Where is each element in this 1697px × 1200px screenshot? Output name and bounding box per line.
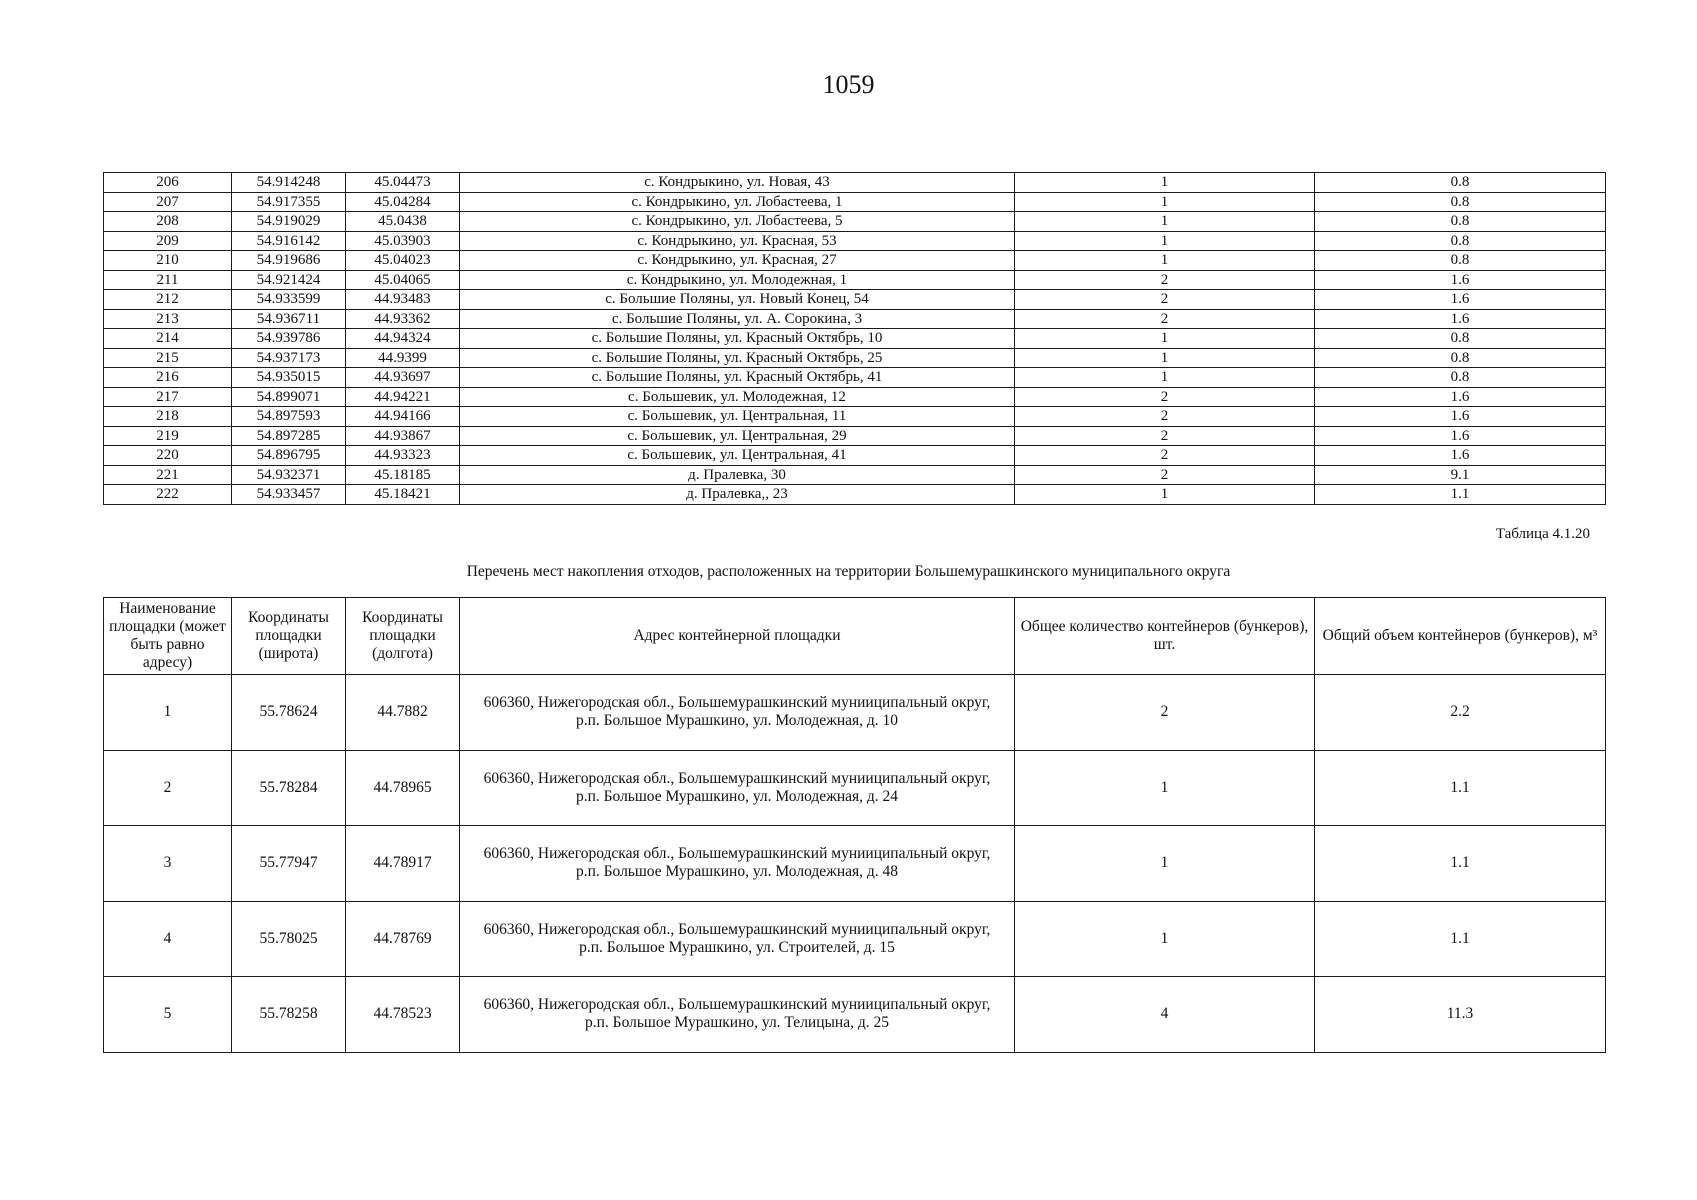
cell-latitude: 54.933599 <box>232 290 346 310</box>
address-line-2: р.п. Большое Мурашкино, ул. Строителей, д. 15 <box>579 938 895 956</box>
header-address: Адрес контейнерной площадки <box>460 598 1015 675</box>
cell-longitude: 44.94324 <box>346 329 460 349</box>
cell-site-number: 211 <box>104 270 232 290</box>
table-row <box>104 368 1606 388</box>
cell-container-volume: 1.6 <box>1315 426 1606 446</box>
cell-longitude: 44.7882 <box>346 675 460 751</box>
cell-latitude: 54.914248 <box>232 173 346 193</box>
cell-container-volume: 1.1 <box>1315 826 1606 902</box>
cell-container-count: 2 <box>1015 407 1315 427</box>
address-line-2: р.п. Большое Мурашкино, ул. Молодежная, д. 24 <box>575 787 899 805</box>
cell-latitude: 54.897285 <box>232 426 346 446</box>
cell-latitude: 54.919686 <box>232 251 346 271</box>
cell-latitude: 54.916142 <box>232 231 346 251</box>
cell-longitude: 44.93323 <box>346 446 460 466</box>
cell-container-volume: 9.1 <box>1315 465 1606 485</box>
cell-address: с. Кондрыкино, ул. Красная, 53 <box>460 231 1015 251</box>
cell-container-count: 2 <box>1015 465 1315 485</box>
cell-address: с. Кондрыкино, ул. Лобастеева, 5 <box>460 212 1015 232</box>
cell-container-volume: 1.6 <box>1315 407 1606 427</box>
table-label: Таблица 4.1.20 <box>1495 526 1590 542</box>
header-site-name: Наименование площадки (может быть равно адресу) <box>104 598 232 675</box>
cell-container-count: 1 <box>1015 348 1315 368</box>
cell-container-volume: 0.8 <box>1315 368 1606 388</box>
table-row <box>104 290 1606 310</box>
address-line-2: р.п. Большое Мурашкино, ул. Телицына, д. 25 <box>585 1014 889 1032</box>
cell-latitude: 55.78025 <box>232 901 346 977</box>
cell-address <box>460 826 1015 902</box>
table-header-row <box>104 598 1606 675</box>
cell-container-count: 2 <box>1015 426 1315 446</box>
cell-address: с. Большевик, ул. Молодежная, 12 <box>460 387 1015 407</box>
cell-address: с. Большевик, ул. Центральная, 11 <box>460 407 1015 427</box>
cell-site-number: 5 <box>104 977 232 1053</box>
cell-address: с. Большевик, ул. Центральная, 41 <box>460 446 1015 466</box>
cell-container-count: 2 <box>1015 387 1315 407</box>
cell-site-number: 2 <box>104 750 232 826</box>
cell-site-number: 222 <box>104 485 232 505</box>
table-row <box>104 309 1606 329</box>
table-row <box>104 270 1606 290</box>
cell-latitude: 54.935015 <box>232 368 346 388</box>
cell-site-number: 219 <box>104 426 232 446</box>
cell-address <box>460 750 1015 826</box>
cell-site-number: 218 <box>104 407 232 427</box>
cell-container-volume: 0.8 <box>1315 231 1606 251</box>
cell-latitude: 55.78284 <box>232 750 346 826</box>
cell-site-number: 220 <box>104 446 232 466</box>
table-caption: Перечень мест накопления отходов, расположенных на территории Большемурашкинского муниципального округа <box>466 563 1231 580</box>
cell-container-count: 1 <box>1015 485 1315 505</box>
cell-site-number: 1 <box>104 675 232 751</box>
table-row <box>104 485 1606 505</box>
table-row <box>104 750 1606 826</box>
cell-site-number: 206 <box>104 173 232 193</box>
cell-longitude: 44.78769 <box>346 901 460 977</box>
cell-site-number: 209 <box>104 231 232 251</box>
cell-container-count: 1 <box>1015 212 1315 232</box>
cell-address: с. Большие Поляны, ул. А. Сорокина, 3 <box>460 309 1015 329</box>
cell-longitude: 45.04473 <box>346 173 460 193</box>
cell-longitude: 45.03903 <box>346 231 460 251</box>
cell-container-count: 1 <box>1015 901 1315 977</box>
cell-latitude: 54.917355 <box>232 192 346 212</box>
cell-latitude: 54.919029 <box>232 212 346 232</box>
table-row <box>104 387 1606 407</box>
cell-container-count: 1 <box>1015 826 1315 902</box>
cell-container-count: 4 <box>1015 977 1315 1053</box>
cell-address <box>460 675 1015 751</box>
cell-longitude: 45.04023 <box>346 251 460 271</box>
table-row <box>104 426 1606 446</box>
cell-container-volume: 0.8 <box>1315 251 1606 271</box>
cell-address: с. Большие Поляны, ул. Красный Октябрь, 41 <box>460 368 1015 388</box>
waste-sites-table <box>103 597 1606 1053</box>
address-line-1: 606360, Нижегородская обл., Большемурашкинский мунииципальный округ, <box>483 769 991 787</box>
cell-container-volume: 1.1 <box>1315 750 1606 826</box>
cell-latitude: 54.932371 <box>232 465 346 485</box>
cell-latitude: 54.939786 <box>232 329 346 349</box>
cell-address: д. Пралевка, 30 <box>460 465 1015 485</box>
table-continuation <box>103 172 1606 505</box>
cell-container-count: 1 <box>1015 231 1315 251</box>
address-line-1: 606360, Нижегородская обл., Большемурашкинский мунииципальный округ, <box>483 694 991 712</box>
cell-longitude: 45.18185 <box>346 465 460 485</box>
cell-latitude: 55.78258 <box>232 977 346 1053</box>
address-line-1: 606360, Нижегородская обл., Большемурашкинский мунииципальный округ, <box>483 920 991 938</box>
table-row <box>104 901 1606 977</box>
cell-address <box>460 977 1015 1053</box>
address-line-2: р.п. Большое Мурашкино, ул. Молодежная, д. 48 <box>575 863 899 881</box>
cell-container-volume: 0.8 <box>1315 348 1606 368</box>
header-latitude: Координаты площадки (широта) <box>232 598 346 675</box>
table-row <box>104 675 1606 751</box>
cell-longitude: 44.93697 <box>346 368 460 388</box>
table-row <box>104 446 1606 466</box>
cell-latitude: 54.937173 <box>232 348 346 368</box>
table-row <box>104 348 1606 368</box>
table-row <box>104 212 1606 232</box>
cell-longitude: 44.78965 <box>346 750 460 826</box>
cell-address <box>460 901 1015 977</box>
table-row <box>104 407 1606 427</box>
cell-latitude: 54.936711 <box>232 309 346 329</box>
cell-latitude: 54.896795 <box>232 446 346 466</box>
table-row <box>104 231 1606 251</box>
cell-site-number: 3 <box>104 826 232 902</box>
cell-address: с. Большие Поляны, ул. Красный Октябрь, 25 <box>460 348 1015 368</box>
page-number: 1059 <box>822 70 875 99</box>
cell-container-volume: 1.1 <box>1315 485 1606 505</box>
cell-longitude: 45.18421 <box>346 485 460 505</box>
table-row <box>104 465 1606 485</box>
cell-container-volume: 1.6 <box>1315 387 1606 407</box>
cell-container-volume: 0.8 <box>1315 173 1606 193</box>
cell-container-count: 1 <box>1015 192 1315 212</box>
table-row <box>104 826 1606 902</box>
cell-container-count: 1 <box>1015 251 1315 271</box>
cell-longitude: 44.94221 <box>346 387 460 407</box>
cell-site-number: 212 <box>104 290 232 310</box>
waste-sites-body <box>104 675 1606 1053</box>
address-line-2: р.п. Большое Мурашкино, ул. Молодежная, д. 10 <box>575 712 899 730</box>
cell-longitude: 44.93362 <box>346 309 460 329</box>
cell-address: д. Пралевка,, 23 <box>460 485 1015 505</box>
cell-site-number: 217 <box>104 387 232 407</box>
cell-latitude: 54.899071 <box>232 387 346 407</box>
cell-container-count: 1 <box>1015 368 1315 388</box>
cell-latitude: 54.921424 <box>232 270 346 290</box>
header-longitude: Координаты площадки (долгота) <box>346 598 460 675</box>
cell-address: с. Большие Поляны, ул. Новый Конец, 54 <box>460 290 1015 310</box>
cell-address: с. Кондрыкино, ул. Лобастеева, 1 <box>460 192 1015 212</box>
cell-longitude: 45.0438 <box>346 212 460 232</box>
cell-container-count: 2 <box>1015 290 1315 310</box>
cell-longitude: 45.04284 <box>346 192 460 212</box>
cell-address: с. Кондрыкино, ул. Красная, 27 <box>460 251 1015 271</box>
cell-container-volume: 0.8 <box>1315 329 1606 349</box>
cell-longitude: 45.04065 <box>346 270 460 290</box>
cell-site-number: 208 <box>104 212 232 232</box>
table-row <box>104 192 1606 212</box>
cell-container-volume: 1.6 <box>1315 290 1606 310</box>
cell-container-volume: 1.6 <box>1315 446 1606 466</box>
cell-latitude: 54.897593 <box>232 407 346 427</box>
cell-container-volume: 1.6 <box>1315 270 1606 290</box>
cell-site-number: 215 <box>104 348 232 368</box>
cell-latitude: 55.77947 <box>232 826 346 902</box>
table-row <box>104 251 1606 271</box>
header-container-count: Общее количество контейнеров (бункеров), шт. <box>1015 598 1315 675</box>
cell-container-volume: 0.8 <box>1315 212 1606 232</box>
cell-site-number: 213 <box>104 309 232 329</box>
cell-site-number: 4 <box>104 901 232 977</box>
cell-site-number: 221 <box>104 465 232 485</box>
cell-container-volume: 1.1 <box>1315 901 1606 977</box>
cell-longitude: 44.78523 <box>346 977 460 1053</box>
table-continuation-body <box>104 173 1606 505</box>
cell-latitude: 55.78624 <box>232 675 346 751</box>
cell-site-number: 214 <box>104 329 232 349</box>
cell-address: с. Большие Поляны, ул. Красный Октябрь, 10 <box>460 329 1015 349</box>
cell-container-count: 1 <box>1015 750 1315 826</box>
cell-container-count: 1 <box>1015 173 1315 193</box>
cell-latitude: 54.933457 <box>232 485 346 505</box>
cell-address: с. Большевик, ул. Центральная, 29 <box>460 426 1015 446</box>
cell-container-count: 2 <box>1015 446 1315 466</box>
address-line-1: 606360, Нижегородская обл., Большемурашкинский мунииципальный округ, <box>483 845 991 863</box>
cell-address: с. Кондрыкино, ул. Новая, 43 <box>460 173 1015 193</box>
cell-container-count: 1 <box>1015 329 1315 349</box>
cell-container-volume: 11.3 <box>1315 977 1606 1053</box>
cell-container-count: 2 <box>1015 270 1315 290</box>
cell-longitude: 44.93483 <box>346 290 460 310</box>
header-container-volume: Общий объем контейнеров (бункеров), м³ <box>1315 598 1606 675</box>
cell-site-number: 210 <box>104 251 232 271</box>
cell-longitude: 44.78917 <box>346 826 460 902</box>
cell-longitude: 44.93867 <box>346 426 460 446</box>
address-line-1: 606360, Нижегородская обл., Большемурашкинский мунииципальный округ, <box>483 996 991 1014</box>
cell-site-number: 207 <box>104 192 232 212</box>
cell-container-volume: 0.8 <box>1315 192 1606 212</box>
table-row <box>104 173 1606 193</box>
cell-longitude: 44.9399 <box>346 348 460 368</box>
cell-container-count: 2 <box>1015 309 1315 329</box>
cell-address: с. Кондрыкино, ул. Молодежная, 1 <box>460 270 1015 290</box>
table-row <box>104 329 1606 349</box>
cell-longitude: 44.94166 <box>346 407 460 427</box>
cell-container-volume: 1.6 <box>1315 309 1606 329</box>
cell-container-count: 2 <box>1015 675 1315 751</box>
cell-container-volume: 2.2 <box>1315 675 1606 751</box>
cell-site-number: 216 <box>104 368 232 388</box>
table-row <box>104 977 1606 1053</box>
